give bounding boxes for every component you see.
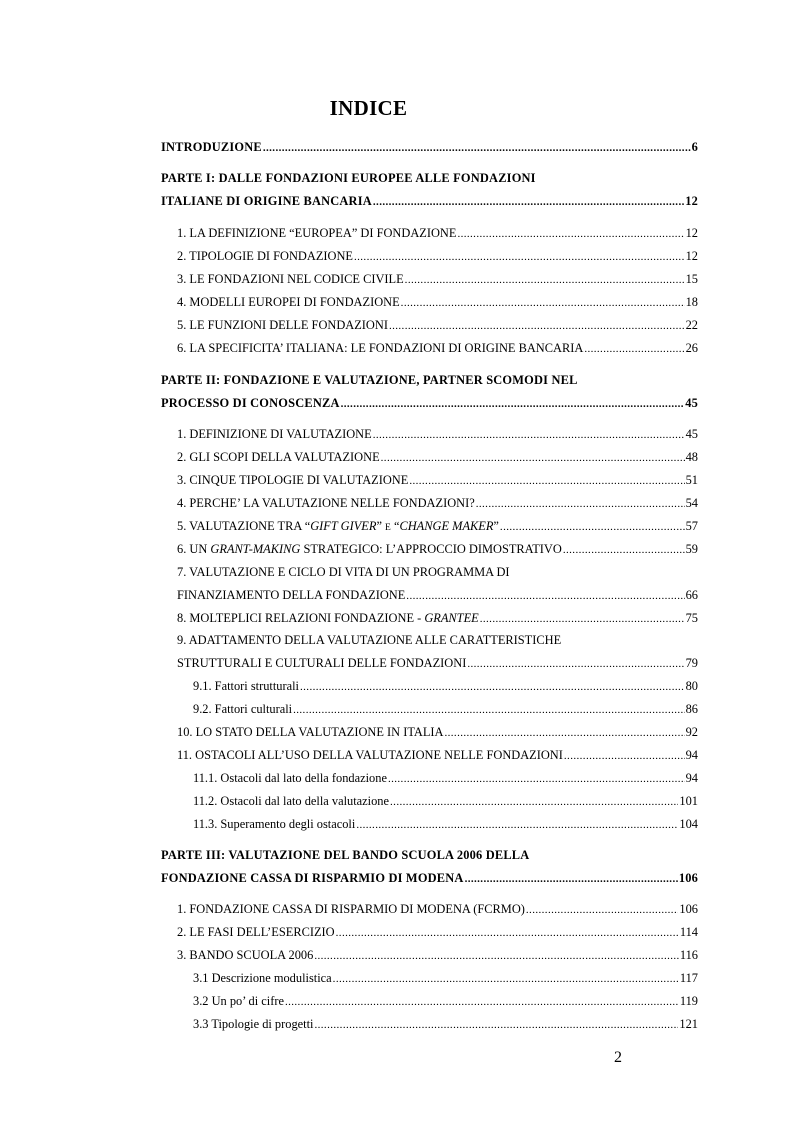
- toc-entry[interactable]: 8. MOLTEPLICI RELAZIONI FONDAZIONE - GRANTEE ..... 75: [177, 611, 698, 626]
- toc-entry-continuation: 7. VALUTAZIONE E CICLO DI VITA DI UN PROGRAMMA DI: [177, 565, 510, 579]
- toc-subentry[interactable]: 11.3. Superamento degli ostacoli ..... 104: [193, 817, 698, 832]
- page-number: 2: [614, 1049, 622, 1066]
- toc-entry-continuation: 9. ADATTAMENTO DELLA VALUTAZIONE ALLE CARATTERISTICHE: [177, 633, 562, 647]
- toc-entry-part-2[interactable]: PROCESSO DI CONOSCENZA ..... 45: [161, 396, 698, 411]
- toc-entry[interactable]: 10. LO STATO DELLA VALUTAZIONE IN ITALIA ..... 92: [177, 725, 698, 740]
- toc-part-2-title: PARTE II: FONDAZIONE E VALUTAZIONE, PARTNER SCOMODI NEL: [161, 373, 578, 387]
- toc-subentry[interactable]: 3.1 Descrizione modulistica ..... 117: [193, 971, 698, 986]
- toc-entry[interactable]: 3. BANDO SCUOLA 2006 ..... 116: [177, 948, 698, 963]
- toc-entry-part-1[interactable]: ITALIANE DI ORIGINE BANCARIA ..... 12: [161, 194, 698, 209]
- toc-entry[interactable]: 5. VALUTAZIONE TRA “GIFT GIVER” E “CHANGE MAKER” ..... 57: [177, 519, 698, 534]
- toc-entry[interactable]: 6. LA SPECIFICITA’ ITALIANA: LE FONDAZIONI DI ORIGINE BANCARIA ..... 26: [177, 341, 698, 356]
- toc-entry[interactable]: 5. LE FUNZIONI DELLE FONDAZIONI ..... 22: [177, 318, 698, 333]
- toc-entry[interactable]: 3. LE FONDAZIONI NEL CODICE CIVILE ..... 15: [177, 272, 698, 287]
- toc-entry[interactable]: 11. OSTACOLI ALL’USO DELLA VALUTAZIONE NELLE FONDAZIONI ..... 94: [177, 748, 698, 763]
- toc-entry[interactable]: 4. PERCHE’ LA VALUTAZIONE NELLE FONDAZIONI? ..... 54: [177, 496, 698, 511]
- toc-entry[interactable]: 2. LE FASI DELL’ESERCIZIO ..... 114: [177, 925, 698, 940]
- toc-entry[interactable]: 1. FONDAZIONE CASSA DI RISPARMIO DI MODENA (FCRMO) ..... 106: [177, 902, 698, 917]
- toc-entry[interactable]: 2. TIPOLOGIE DI FONDAZIONE ..... 12: [177, 249, 698, 264]
- toc-entry[interactable]: FINANZIAMENTO DELLA FONDAZIONE ..... 66: [177, 588, 698, 603]
- toc-part-3-title: PARTE III: VALUTAZIONE DEL BANDO SCUOLA 2006 DELLA: [161, 848, 530, 862]
- toc-entry[interactable]: 6. UN GRANT-MAKING STRATEGICO: L’APPROCCIO DIMOSTRATIVO ..... 59: [177, 542, 698, 557]
- toc-entry[interactable]: STRUTTURALI E CULTURALI DELLE FONDAZIONI ..... 79: [177, 656, 698, 671]
- toc-subentry[interactable]: 11.2. Ostacoli dal lato della valutazione ..... 101: [193, 794, 698, 809]
- toc-subentry[interactable]: 11.1. Ostacoli dal lato della fondazione ..... 94: [193, 771, 698, 786]
- toc-entry[interactable]: 1. DEFINIZIONE DI VALUTAZIONE ..... 45: [177, 427, 698, 442]
- toc-entry[interactable]: 1. LA DEFINIZIONE “EUROPEA” DI FONDAZIONE ..... 12: [177, 226, 698, 241]
- page-title: INDICE: [329, 96, 408, 120]
- toc-entry[interactable]: 2. GLI SCOPI DELLA VALUTAZIONE ..... 48: [177, 450, 698, 465]
- toc-entry[interactable]: 4. MODELLI EUROPEI DI FONDAZIONE ..... 18: [177, 295, 698, 310]
- toc-entry-introduzione[interactable]: INTRODUZIONE ..... 6: [161, 140, 698, 155]
- toc-subentry[interactable]: 3.2 Un po’ di cifre ..... 119: [193, 994, 698, 1009]
- toc-subentry[interactable]: 9.2. Fattori culturali ..... 86: [193, 702, 698, 717]
- toc-entry-part-3[interactable]: FONDAZIONE CASSA DI RISPARMIO DI MODENA ..... 106: [161, 871, 698, 886]
- toc-entry[interactable]: 3. CINQUE TIPOLOGIE DI VALUTAZIONE ..... 51: [177, 473, 698, 488]
- toc-subentry[interactable]: 3.3 Tipologie di progetti ..... 121: [193, 1017, 698, 1032]
- toc-part-1-title: PARTE I: DALLE FONDAZIONI EUROPEE ALLE FONDAZIONI: [161, 171, 536, 185]
- toc-subentry[interactable]: 9.1. Fattori strutturali ..... 80: [193, 679, 698, 694]
